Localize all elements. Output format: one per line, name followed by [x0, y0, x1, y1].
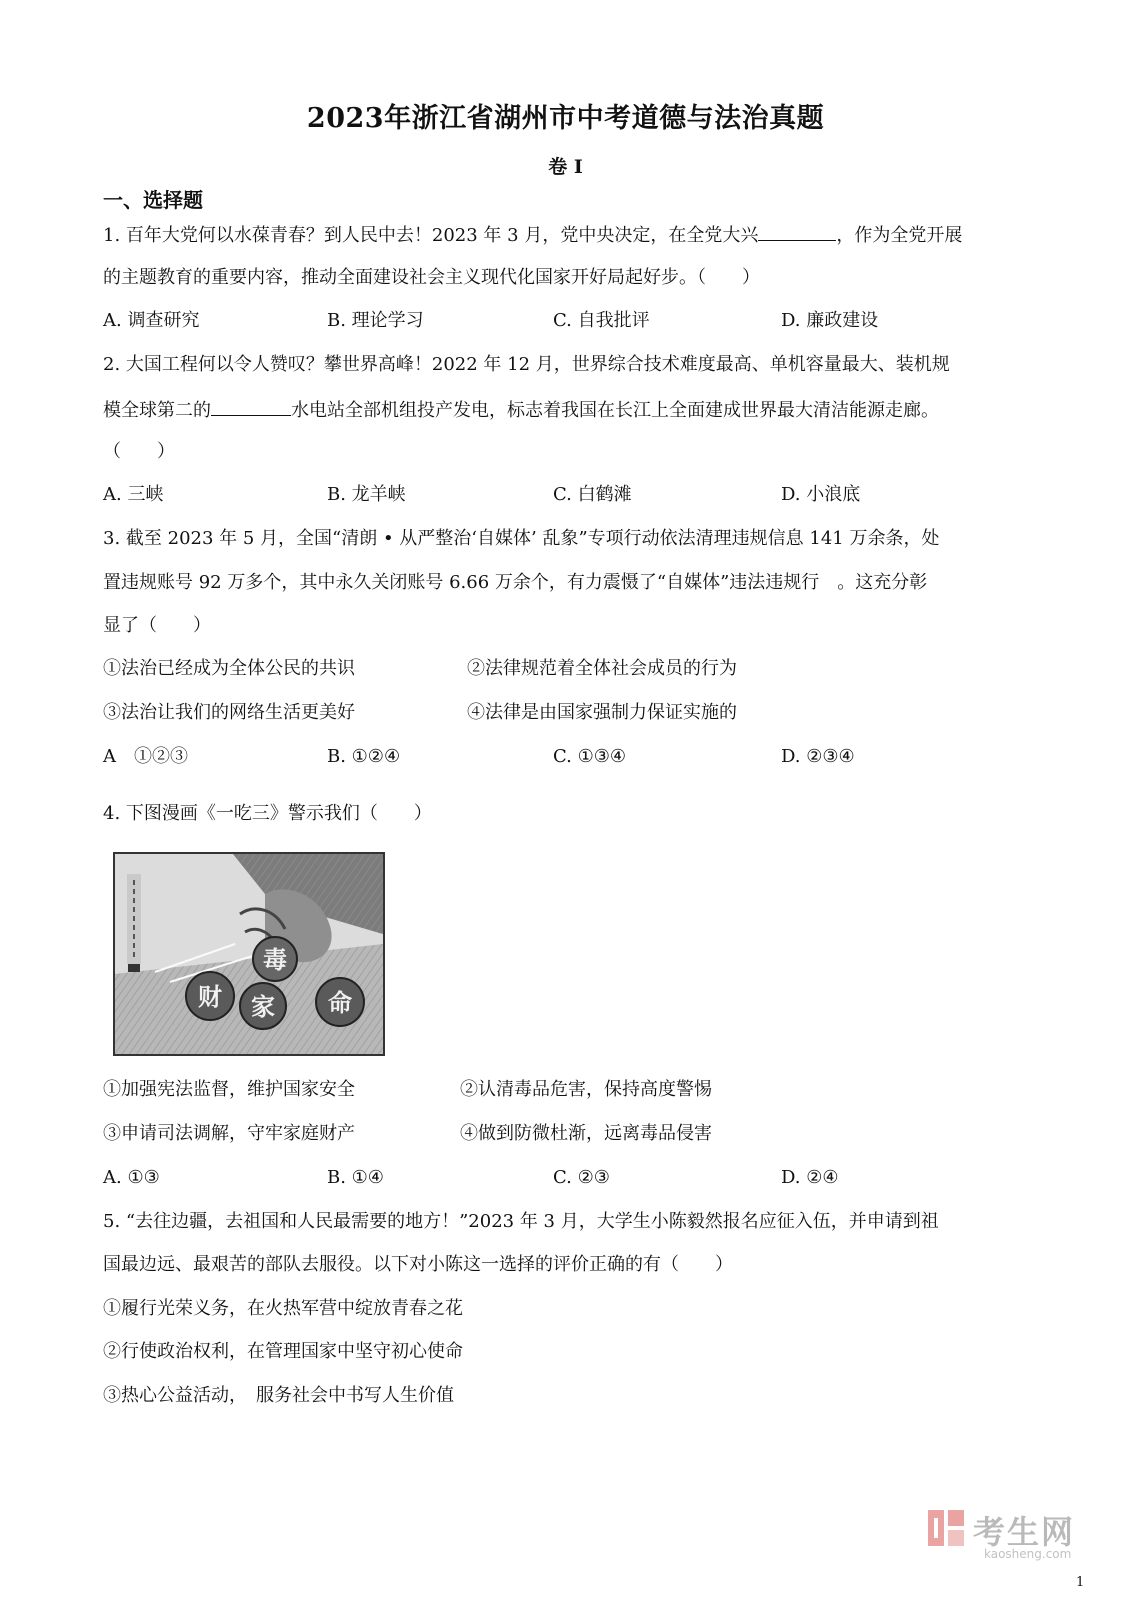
question-4-option-d: D. ②④: [781, 1167, 839, 1188]
question-4-item-3: ③申请司法调解，守牢家庭财产: [103, 1123, 355, 1144]
page-title: 2023年浙江省湖州市中考道德与法治真题: [306, 103, 825, 134]
question-2-line-3: （ ）: [103, 441, 175, 462]
question-3-line-3: 显了（ ）: [103, 615, 211, 636]
question-4-item-4: ④做到防微杜渐，远离毒品侵害: [460, 1123, 712, 1144]
question-1-option-a: A. 调查研究: [103, 310, 200, 331]
paper-volume-label: 卷 I: [548, 156, 583, 178]
question-5-item-2: ②行使政治权利，在管理国家中坚守初心使命: [103, 1341, 463, 1362]
question-1-text-b: ，作为全党开展: [836, 225, 963, 246]
question-4-option-a: A. ①③: [103, 1167, 160, 1188]
question-2-option-c: C. 白鹤滩: [553, 484, 632, 505]
question-1-blank: [758, 222, 836, 241]
question-3-option-c: C. ①③④: [553, 746, 626, 767]
question-2-text-b: 水电站全部机组投产发电，标志着我国在长江上全面建成世界最大清洁能源走廊。: [291, 400, 939, 421]
question-1-line-1: [103, 222, 962, 248]
question-3-option-d: D. ②③④: [781, 746, 855, 767]
question-2-blank: [211, 397, 291, 416]
cartoon-piece-poison: 毒: [263, 946, 287, 974]
question-3-item-2: ②法律规范着全体社会成员的行为: [467, 658, 737, 679]
question-1-text-a: 1. 百年大党何以水葆青春？到人民中去！2023 年 3 月，党中央决定，在全党大兴: [103, 225, 759, 246]
question-1-option-b: B. 理论学习: [327, 310, 424, 331]
cartoon-piece-wealth: 财: [198, 983, 222, 1011]
question-4-option-b: B. ①④: [327, 1167, 384, 1188]
question-3-option-a: A ①②③: [103, 746, 188, 767]
watermark-logo-icon: [926, 1508, 966, 1548]
section-heading: 一、选择题: [103, 188, 203, 212]
question-4-item-2: ②认清毒品危害，保持高度警惕: [460, 1079, 712, 1100]
question-3-item-1: ①法治已经成为全体公民的共识: [103, 658, 355, 679]
question-3-option-b: B. ①②④: [327, 746, 401, 767]
cartoon-piece-family: 家: [251, 993, 275, 1021]
question-3-line-1: 3. 截至 2023 年 5 月，全国“清朗 • 从严整治‘自媒体’ 乱象”专项行动依法清理违规信息 141 万余条，处: [103, 528, 940, 549]
cartoon-image: [113, 852, 385, 1056]
question-4-line-1: 4. 下图漫画《一吃三》警示我们（ ）: [103, 803, 432, 824]
question-2-option-d: D. 小浪底: [781, 484, 861, 505]
question-2-text-a: 模全球第二的: [103, 400, 211, 421]
watermark-text: 考生网: [973, 1513, 1076, 1551]
question-2-option-a: A. 三峡: [103, 484, 164, 505]
watermark-url: kaosheng.com: [984, 1547, 1072, 1561]
question-4-option-c: C. ②③: [553, 1167, 610, 1188]
question-5-item-1: ①履行光荣义务，在火热军营中绽放青春之花: [103, 1298, 463, 1319]
question-5-line-1: 5. “去往边疆，去祖国和人民最需要的地方！”2023 年 3 月，大学生小陈毅然报名应征入伍，并申请到祖: [103, 1211, 939, 1232]
question-3-line-2: 置违规账号 92 万多个，其中永久关闭账号 6.66 万余个，有力震慑了“自媒体”违法违规行 。这充分彰: [103, 572, 928, 593]
page-number: 1: [1076, 1575, 1085, 1590]
question-2-line-2: [103, 397, 939, 423]
question-5-item-3: ③热心公益活动， 服务社会中书写人生价值: [103, 1385, 454, 1406]
question-2-option-b: B. 龙羊峡: [327, 484, 406, 505]
question-5-line-2: 国最边远、最艰苦的部队去服役。以下对小陈这一选择的评价正确的有（ ）: [103, 1254, 733, 1275]
question-1-line-2: 的主题教育的重要内容，推动全面建设社会主义现代化国家开好局起好步。（ ）: [103, 267, 760, 288]
question-1-option-d: D. 廉政建设: [781, 310, 879, 331]
question-3-item-4: ④法律是由国家强制力保证实施的: [467, 702, 737, 723]
question-4-item-1: ①加强宪法监督，维护国家安全: [103, 1079, 355, 1100]
question-1-option-c: C. 自我批评: [553, 310, 650, 331]
question-3-item-3: ③法治让我们的网络生活更美好: [103, 702, 355, 723]
cartoon-piece-life: 命: [328, 989, 352, 1017]
question-2-line-1: 2. 大国工程何以令人赞叹？攀世界高峰！2022 年 12 月，世界综合技术难度最高、单机容量最大、装机规: [103, 354, 950, 375]
